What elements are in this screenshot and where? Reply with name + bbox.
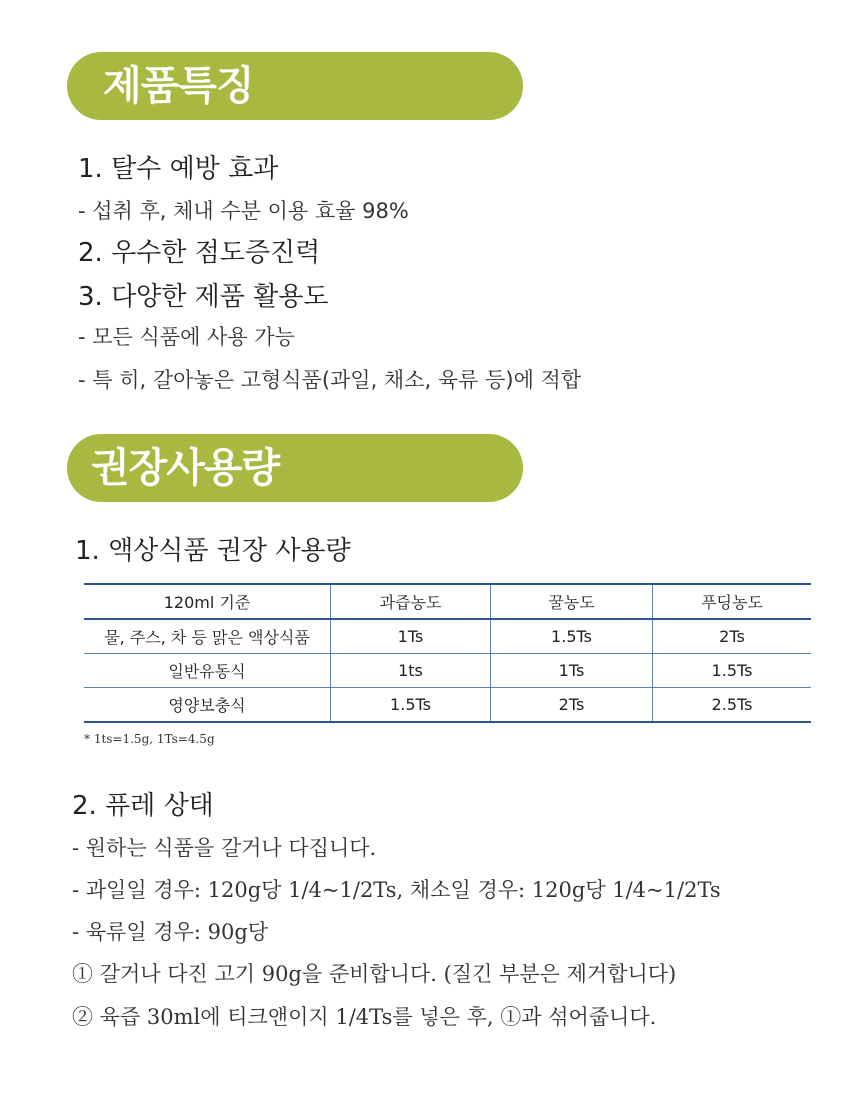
table-cell: 2Ts — [653, 619, 812, 654]
table-cell: 일반유동식 — [84, 654, 331, 688]
table-row — [84, 654, 811, 688]
puree-line-2: - 과일일 경우: 120g당 1/4~1/2Ts, 채소일 경우: 120g당 1/4~1/2Ts — [72, 878, 721, 902]
puree-line-1: - 원하는 식품을 갈거나 다집니다. — [72, 836, 377, 860]
section-header-features — [67, 52, 523, 120]
table-cell: 1ts — [331, 654, 491, 688]
usage-table — [84, 583, 811, 723]
table-cell: 물, 주스, 차 등 맑은 액상식품 — [84, 619, 331, 654]
feature-item-1: 1. 탈수 예방 효과 — [78, 154, 279, 184]
table-header-cell: 과즙농도 — [331, 584, 491, 619]
table-header-cell: 푸딩농도 — [653, 584, 812, 619]
table-header-cell: 꿀농도 — [491, 584, 653, 619]
section-title-usage: 권장사용량 — [91, 445, 280, 491]
table-cell: 영양보충식 — [84, 688, 331, 723]
puree-title: 2. 퓨레 상태 — [72, 791, 214, 821]
table-header-cell: 120ml 기준 — [84, 584, 331, 619]
usage-subtitle: 1. 액상식품 권장 사용량 — [75, 536, 351, 566]
feature-detail-1: - 섭취 후, 체내 수분 이용 효율 98% — [78, 199, 409, 223]
unit-note: * 1ts=1.5g, 1Ts=4.5g — [84, 732, 215, 746]
puree-step-1: ① 갈거나 다진 고기 90g을 준비합니다. (질긴 부분은 제거합니다) — [72, 962, 677, 986]
table-header-row — [84, 584, 811, 619]
feature-item-2: 2. 우수한 점도증진력 — [78, 238, 321, 268]
table-cell: 1.5Ts — [653, 654, 812, 688]
section-header-usage — [67, 434, 523, 502]
feature-item-3: 3. 다양한 제품 활용도 — [78, 282, 329, 312]
table-cell: 1.5Ts — [331, 688, 491, 723]
table-cell: 2.5Ts — [653, 688, 812, 723]
table-cell: 1Ts — [491, 654, 653, 688]
table-cell: 2Ts — [491, 688, 653, 723]
table-row — [84, 619, 811, 654]
feature-detail-3a: - 모든 식품에 사용 가능 — [78, 325, 295, 349]
table-cell: 1.5Ts — [491, 619, 653, 654]
section-title-features: 제품특징 — [103, 63, 254, 109]
table-cell: 1Ts — [331, 619, 491, 654]
puree-line-3: - 육류일 경우: 90g당 — [72, 920, 269, 944]
table-row — [84, 688, 811, 723]
puree-step-2: ② 육즙 30ml에 티크앤이지 1/4Ts를 넣은 후, ①과 섞어줍니다. — [72, 1005, 657, 1029]
feature-detail-3b: - 특 히, 갈아놓은 고형식품(과일, 채소, 육류 등)에 적합 — [78, 368, 582, 392]
